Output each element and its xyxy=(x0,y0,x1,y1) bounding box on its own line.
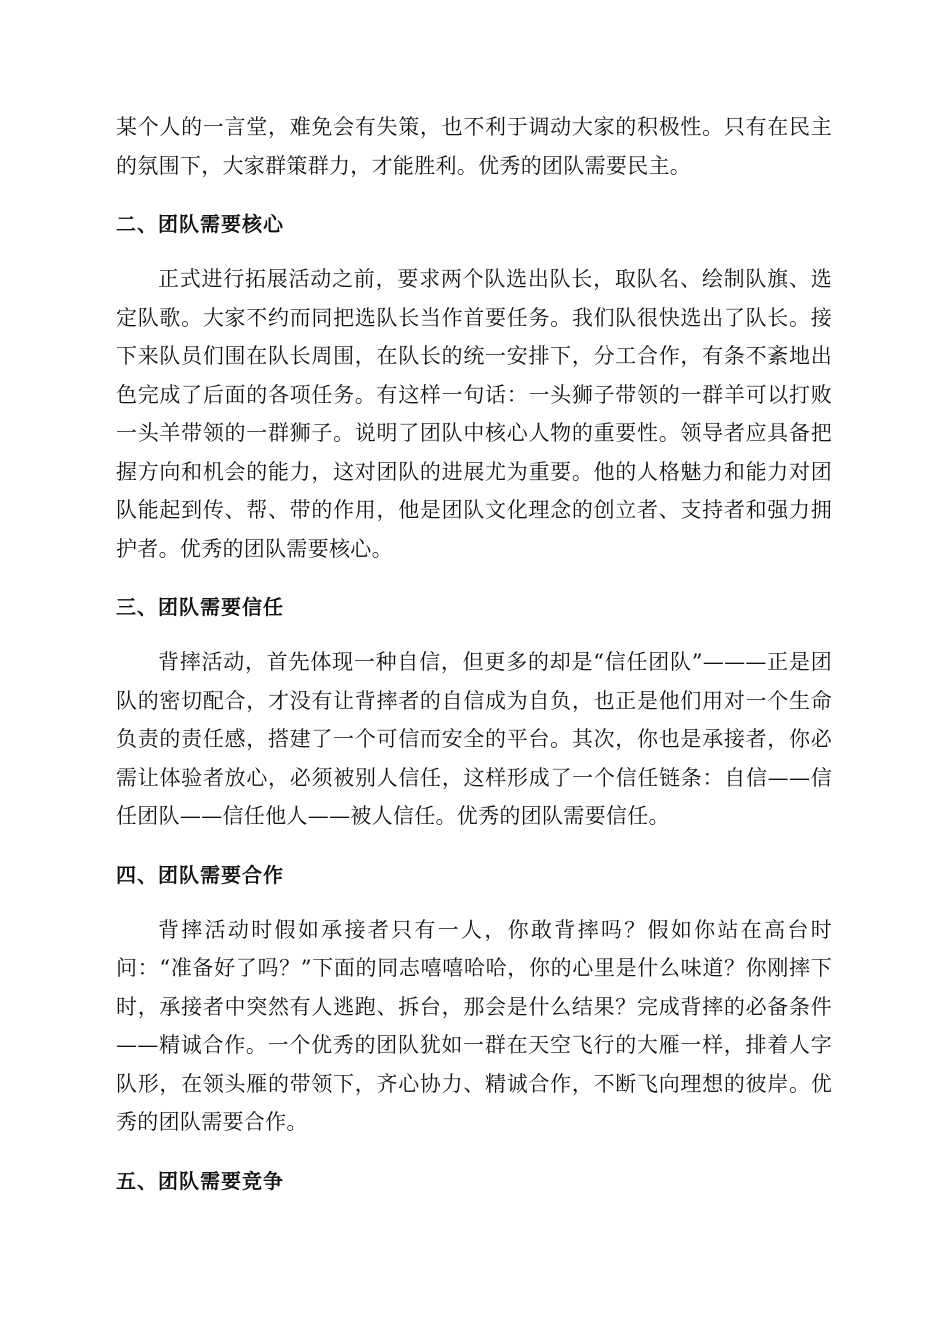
section-heading-competition: 五、团队需要竞争 xyxy=(116,1168,284,1193)
section-paragraph-cooperation: 背摔活动时假如承接者只有一人，你敢背摔吗？假如你站在高台时问：“准备好了吗？”下面的同志嘻嘻哈哈，你的心里是什么味道？你刚摔下时，承接者中突然有人逃跑、拆台，那会是什么结果？完成背摔的必备条件——精诚合作。一个优秀的团队犹如一群在天空飞行的大雁一样，排着人字队形，在领头雁的带领下，齐心协力、精诚合作，不断飞向理想的彼岸。优秀的团队需要合作。 xyxy=(116,917,832,1134)
section-heading-trust: 三、团队需要信任 xyxy=(116,595,284,619)
section-heading-core: 二、团队需要核心 xyxy=(116,212,284,236)
section-paragraph-trust: 背摔活动，首先体现一种自信，但更多的却是“信任团队”———正是团队的密切配合，才没有让背摔者的自信成为自负，也正是他们用对一个生命负责的责任感，搭建了一个可信而安全的平台。其次，你也是承接者，你必需让体验者放心，必须被别人信任，这样形成了一个信任链条：自信——信任团队——信任他人——被人信任。优秀的团队需要信任。 xyxy=(116,650,832,828)
document-page xyxy=(116,108,832,1200)
intro-paragraph: 某个人的一言堂，难免会有失策，也不利于调动大家的积极性。只有在民主的氛围下，大家群策群力，才能胜利。优秀的团队需要民主。 xyxy=(116,115,832,178)
section-paragraph-core: 正式进行拓展活动之前，要求两个队选出队长，取队名、绘制队旗、选定队歌。大家不约而同把选队长当作首要任务。我们队很快选出了队长。接下来队员们围在队长周围，在队长的统一安排下，分工合作，有条不紊地出色完成了后面的各项任务。有这样一句话：一头狮子带领的一群羊可以打败一头羊带领的一群狮子。说明了团队中核心人物的重要性。领导者应具备把握方向和机会的能力，这对团队的进展尤为重要。他的人格魅力和能力对团队能起到传、帮、带的作用，他是团队文化理念的创立者、支持者和强力拥护者。优秀的团队需要核心。 xyxy=(116,267,832,561)
section-heading-cooperation: 四、团队需要合作 xyxy=(116,862,284,887)
